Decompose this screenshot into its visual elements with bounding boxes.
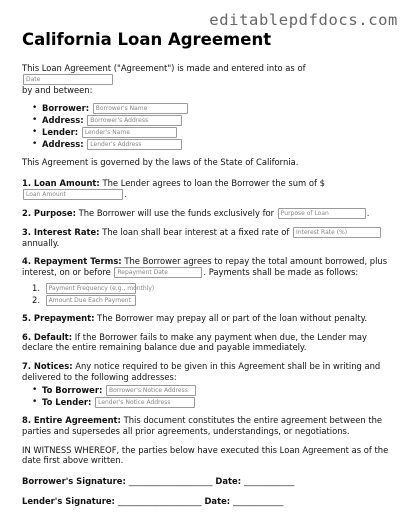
section-tail: . bbox=[124, 188, 127, 199]
date-label: Date: bbox=[204, 496, 231, 507]
payment-schedule bbox=[22, 283, 392, 305]
agreement-date-field[interactable]: Date bbox=[23, 74, 113, 85]
section-purpose bbox=[22, 208, 392, 219]
list-item bbox=[32, 294, 392, 306]
section-text: Any notice required to be given in this Agreement shall be in writing and delivered to the following addresses: bbox=[22, 360, 381, 382]
document-title: California Loan Agreement bbox=[22, 30, 272, 49]
document-page bbox=[22, 30, 392, 517]
list-item bbox=[42, 115, 392, 126]
borrower-name-field[interactable]: Borrower's Name bbox=[93, 103, 188, 114]
section-default bbox=[22, 332, 392, 353]
intro-after: by and between: bbox=[22, 84, 93, 95]
list-number: 1. bbox=[32, 282, 40, 293]
section-heading: 1. Loan Amount: bbox=[22, 177, 100, 188]
section-text: This document constitutes the entire agreement between the parties and supersedes all prior agreements, understandings, or negotiations. bbox=[22, 415, 383, 437]
date-line: ____________ bbox=[243, 475, 295, 486]
interest-rate-field[interactable]: Interest Rate (%) bbox=[293, 227, 381, 238]
list-item bbox=[42, 397, 392, 408]
to-borrower-label: To Borrower: bbox=[42, 385, 103, 396]
section-text: If the Borrower fails to make any payment when due, the Lender may declare the entire remaining balance due and payable immediately. bbox=[22, 331, 367, 353]
date-label: Date: bbox=[215, 475, 242, 486]
section-text: The Lender agrees to loan the Borrower the sum of $ bbox=[102, 177, 325, 188]
list-item bbox=[42, 385, 392, 396]
signature-label: Borrower's Signature: bbox=[22, 475, 126, 486]
purpose-field[interactable]: Purpose of Loan bbox=[278, 208, 366, 219]
repayment-date-field[interactable]: Repayment Date bbox=[114, 267, 202, 278]
borrower-signature-line[interactable] bbox=[22, 476, 392, 487]
section-text: The Borrower agrees to repay the total amount borrowed, plus interest, on or before bbox=[22, 256, 388, 277]
section-entire-agreement bbox=[22, 415, 392, 436]
section-heading: 6. Default: bbox=[22, 331, 73, 342]
borrower-address-field[interactable]: Borrower's Address bbox=[87, 115, 182, 126]
section-heading: 7. Notices: bbox=[22, 360, 73, 371]
list-item bbox=[42, 103, 392, 114]
borrower-label: Borrower: bbox=[42, 103, 90, 114]
section-tail: annually. bbox=[22, 237, 60, 248]
section-prepayment bbox=[22, 313, 392, 324]
intro-text: This Loan Agreement ("Agreement") is made and entered into as of bbox=[22, 63, 306, 73]
signature-line: ____________________ bbox=[128, 475, 213, 486]
section-repayment bbox=[22, 256, 392, 278]
list-item bbox=[42, 139, 392, 150]
signature-label: Lender's Signature: bbox=[22, 496, 115, 507]
lender-notice-address-field[interactable]: Lender's Notice Address bbox=[95, 397, 195, 408]
section-tail: . bbox=[366, 207, 370, 218]
watermark: editablepdfdocs.com bbox=[209, 11, 398, 29]
amount-due-field[interactable]: Amount Due Each Payment bbox=[46, 295, 136, 306]
section-text: The Borrower may prepay all or part of the loan without penalty. bbox=[97, 313, 368, 324]
governing-law: This Agreement is governed by the laws of the State of California. bbox=[22, 157, 299, 168]
lender-address-label: Address: bbox=[42, 138, 84, 149]
borrower-address-label: Address: bbox=[42, 115, 84, 126]
borrower-notice-address-field[interactable]: Borrower's Notice Address bbox=[106, 385, 196, 396]
list-item bbox=[42, 127, 392, 138]
section-heading: 5. Prepayment: bbox=[22, 313, 95, 324]
notices-list bbox=[22, 385, 392, 407]
list-item bbox=[32, 282, 392, 294]
section-heading: 4. Repayment Terms: bbox=[22, 256, 122, 267]
lender-label: Lender: bbox=[42, 126, 79, 137]
date-line: ____________ bbox=[233, 496, 284, 507]
loan-amount-field[interactable]: Loan Amount bbox=[23, 189, 123, 200]
section-loan-amount bbox=[22, 178, 392, 200]
section-heading: 2. Purpose: bbox=[22, 207, 76, 218]
lender-name-field[interactable]: Lender's Name bbox=[82, 127, 177, 138]
intro-paragraph bbox=[22, 63, 392, 95]
witness-paragraph: IN WITNESS WHEREOF, the parties below have executed this Loan Agreement as of the date first above written. bbox=[22, 444, 389, 466]
lender-address-field[interactable]: Lender's Address bbox=[87, 139, 182, 150]
parties-list bbox=[22, 103, 392, 149]
section-text: The Borrower will use the funds exclusively for bbox=[78, 207, 275, 218]
section-interest-rate bbox=[22, 227, 392, 249]
to-lender-label: To Lender: bbox=[42, 396, 92, 407]
section-heading: 8. Entire Agreement: bbox=[22, 415, 121, 426]
section-notices bbox=[22, 361, 392, 382]
lender-signature-line[interactable] bbox=[22, 496, 392, 507]
payment-frequency-field[interactable]: Payment Frequency (e.g., monthly) bbox=[46, 283, 136, 294]
section-heading: 3. Interest Rate: bbox=[22, 226, 100, 237]
signature-line: ____________________ bbox=[117, 496, 202, 507]
section-text: The loan shall bear interest at a fixed rate of bbox=[102, 226, 290, 237]
section-tail: . Payments shall be made as follows: bbox=[203, 266, 359, 277]
list-number: 2. bbox=[32, 294, 40, 305]
